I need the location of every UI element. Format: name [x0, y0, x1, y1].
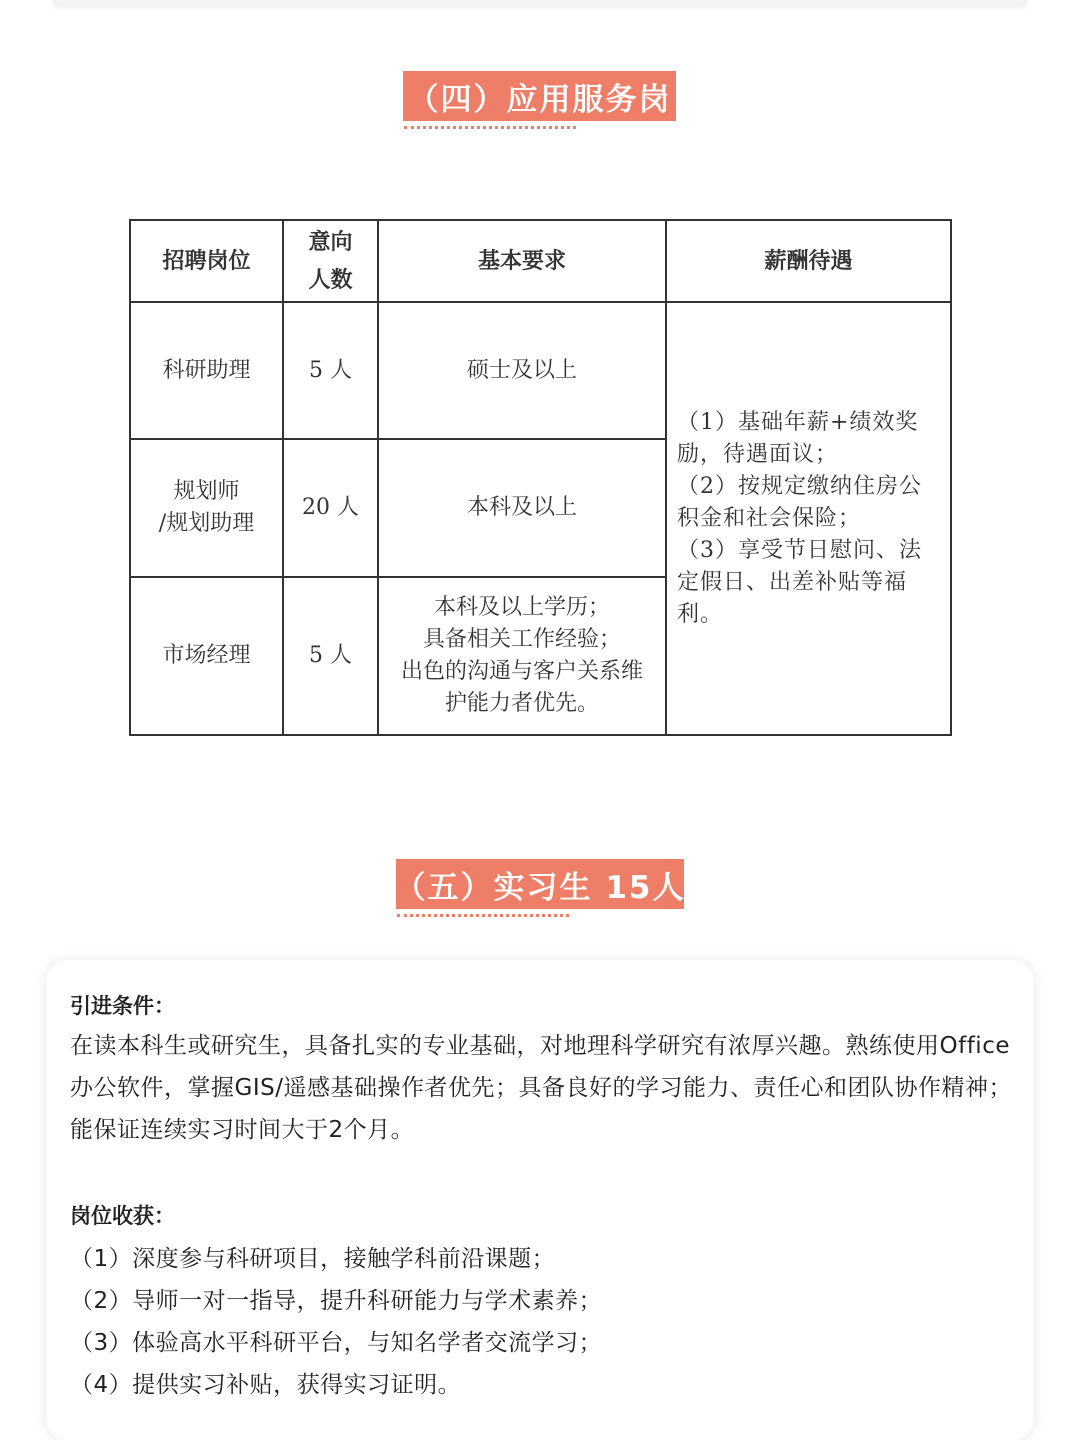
- count-cell: 5 人: [283, 302, 378, 439]
- requirement-line: 具备相关工作经验；: [422, 627, 621, 652]
- header-count: [283, 220, 378, 302]
- gain-item: （2）导师一对一指导，提升科研能力与学术素养；: [70, 1288, 603, 1314]
- gains-heading: 岗位收获：: [70, 1204, 175, 1228]
- gain-item: （3）体验高水平科研平台，与知名学者交流学习；: [70, 1330, 603, 1356]
- conditions-heading: 引进条件：: [70, 994, 175, 1018]
- benefit-line: 利。: [677, 601, 724, 627]
- benefit-line: （2）按规定缴纳住房公: [677, 473, 922, 499]
- benefit-line: 励，待遇面议；: [677, 441, 839, 467]
- requirements-cell: 硕士及以上: [378, 302, 666, 439]
- recruitment-table: [129, 219, 952, 736]
- position-line1: 规划师: [173, 479, 240, 504]
- header-requirements: 基本要求: [378, 220, 666, 302]
- section-title-intern: （五）实习生 15人: [396, 859, 684, 909]
- count-cell: 20 人: [283, 439, 378, 577]
- requirement-line: 护能力者优先。: [444, 691, 599, 716]
- requirement-line: 本科及以上学历；: [433, 595, 610, 620]
- conditions-text: 在读本科生或研究生，具备扎实的专业基础，对地理科学研究有浓厚兴趣。熟练使用Office办公软件，掌握GIS/遥感基础操作者优先；具备良好的学习能力、责任心和团队协作精神；能保证连续实习时间大于2个月。: [70, 1033, 1012, 1143]
- header-count-line1: 意向: [308, 229, 353, 255]
- count-cell: 5 人: [283, 577, 378, 735]
- position-cell: 科研助理: [130, 302, 283, 439]
- header-position: 招聘岗位: [130, 220, 283, 302]
- section-title-application-service: （四）应用服务岗: [403, 71, 676, 121]
- previous-card-edge: [52, 0, 1028, 6]
- header-count-line2: 人数: [308, 267, 353, 293]
- gain-item: （1）深度参与科研项目，接触学科前沿课题；: [70, 1246, 556, 1272]
- header-salary: 薪酬待遇: [666, 220, 951, 302]
- requirements-cell: 本科及以上: [378, 439, 666, 577]
- benefit-line: 积金和社会保险；: [677, 505, 862, 531]
- requirement-line: 出色的沟通与客户关系维: [400, 659, 643, 684]
- benefit-line: （1）基础年薪+绩效奖: [677, 409, 919, 435]
- position-cell: 市场经理: [130, 577, 283, 735]
- requirements-cell: [378, 577, 666, 735]
- benefit-line: （3）享受节日慰问、法: [677, 537, 922, 563]
- table-row: [130, 302, 951, 439]
- benefit-line: 定假日、出差补贴等福: [677, 569, 908, 595]
- table-header-row: [130, 220, 951, 302]
- gain-item: （4）提供实习补贴，获得实习证明。: [70, 1372, 462, 1398]
- position-cell: [130, 439, 283, 577]
- section-title-dotted-underline: [404, 126, 576, 129]
- salary-benefits-cell: [666, 302, 951, 735]
- section-title-dotted-underline: [397, 914, 569, 917]
- position-line2: /规划助理: [158, 511, 255, 536]
